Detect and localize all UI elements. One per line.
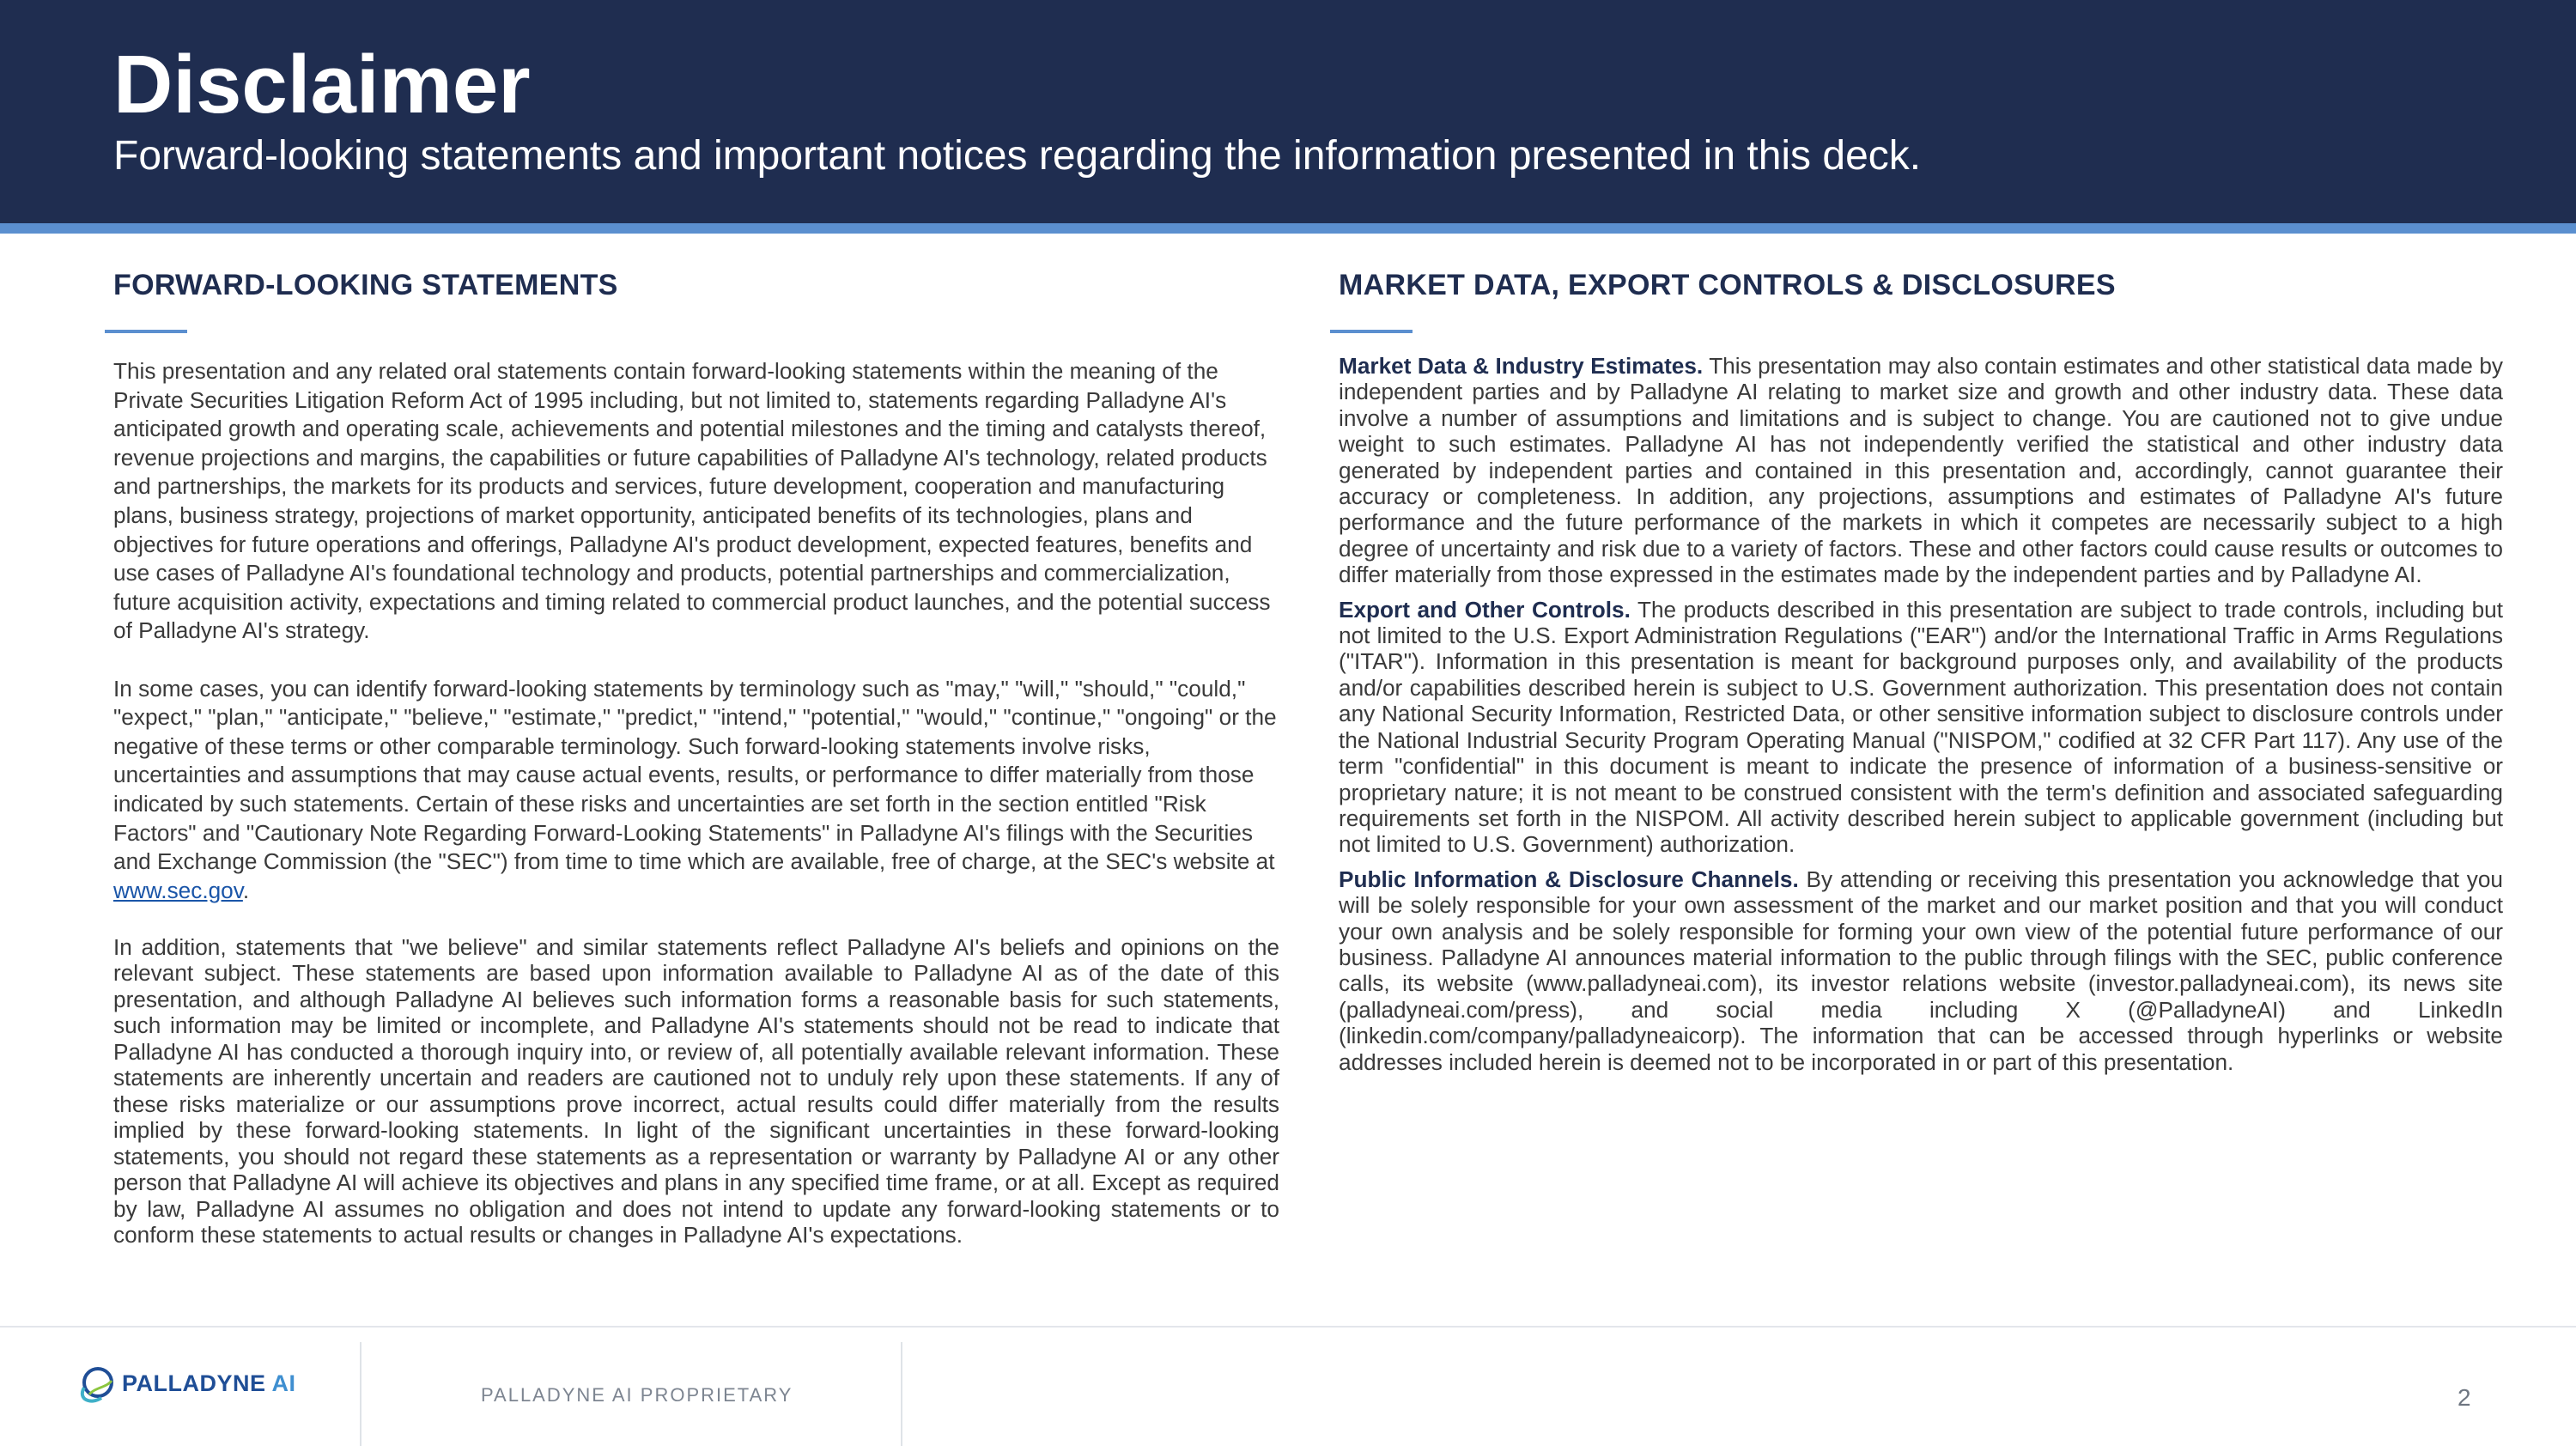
export-controls-label: Export and Other Controls. bbox=[1339, 596, 1631, 623]
header-accent-stripe bbox=[0, 223, 2576, 234]
paragraph-2-end: . bbox=[242, 877, 250, 903]
export-controls-text: The products described in this presentation are subject to trade controls, including but not limited to the U.S. Export Administration Regulations ("EAR") and/or the International Traffic in Arms Regulations ("ITAR"). Information in this presentation is meant for background purposes only, and availability of the products and/or capabilities described herein is subject to U.S. Government authorization. This presentation does not contain any National Security Information, Restricted Data, or other sensitive information subject to disclosure controls under the National Industrial Security Program Operating Manual ("NISPOM," codified at 32 CFR Part 117). Any use of the term "confidential" in this document is meant to indicate the presence of information of a business-sensitive or proprietary nature; it is not meant to be construed consistent with the term's definition and associated safeguarding requirements set forth in the NISPOM. All activity described herein subject to applicable government (including but not limited to U.S. Government) authorization. bbox=[1339, 596, 2503, 858]
market-data-section bbox=[1339, 353, 2503, 588]
export-controls-section bbox=[1339, 597, 2503, 858]
sec-website-link[interactable]: www.sec.gov bbox=[113, 877, 243, 903]
market-data-text: This presentation may also contain estimates and other statistical data made by independent parties and by Palladyne AI relating to market size and growth and other industry data. These data involve a number of assumptions and limitations and is subject to change. You are cautioned not to give undue weight to such estimates. Palladyne AI has not independently verified the statistical and other industry data generated by independent parties and contained in this presentation and, accordingly, cannot guarantee their accuracy or completeness. In addition, any projections, assumptions and estimates of Palladyne AI's future performance and the future performance of the markets in which it competes are necessarily subject to a high degree of uncertainty and risk due to a variety of factors. These and other factors could cause results or outcomes to differ materially from those expressed in the estimates made by the independent parties and by Palladyne AI. bbox=[1339, 353, 2503, 588]
footer-divider bbox=[0, 1326, 2576, 1328]
disclosure-channels-text: By attending or receiving this presentation you acknowledge that you will be solely responsible for your own assessment of the market and our market position and that you will conduct your own analysis and be solely responsible for forming your own view of the potential future performance of our business. Palladyne AI announces material information to the public through filings with the SEC, public conference calls, its website (www.palladyneai.com), its investor relations website (investor.palladyneai.com), its news site (palladyneai.com/press), and social media including X (@PalladyneAI) and LinkedIn (linkedin.com/company/palladyneaicorp). The information that can be accessed through hyperlinks or website addresses included herein is deemed not to be incorporated in or part of this presentation. bbox=[1339, 866, 2503, 1075]
page-title: Disclaimer bbox=[113, 39, 531, 131]
disclosure-channels-label: Public Information & Disclosure Channels. bbox=[1339, 866, 1799, 892]
logo-wordmark bbox=[122, 1370, 296, 1397]
logo-name: PALLADYNE bbox=[122, 1370, 266, 1396]
forward-looking-paragraph-2 bbox=[113, 675, 1279, 906]
logo-suffix: AI bbox=[271, 1370, 296, 1396]
market-data-heading: MARKET DATA, EXPORT CONTROLS & DISCLOSURES bbox=[1339, 269, 2116, 301]
forward-looking-paragraph-3: In addition, statements that "we believe" and similar statements reflect Palladyne AI's beliefs and opinions on the relevant subject. These statements are based upon information available to Palladyne AI as of the date of this presentation, and although Palladyne AI believes such information forms a reasonable basis for such statements, such information may be limited or incomplete, and Palladyne AI's statements should not be read to indicate that Palladyne AI has conducted a thorough inquiry into, or review of, all potentially available relevant information. These statements are inherently uncertain and readers are cautioned not to unduly rely upon these statements. If any of these risks materialize or our assumptions prove incorrect, actual results could differ materially from the results implied by these forward-looking statements. In light of the significant uncertainties in these forward-looking statements, you should not regard these statements as a representation or warranty by Palladyne AI or any other person that Palladyne AI will achieve its objectives and plans in any specified time frame, or at all. Except as required by law, Palladyne AI assumes no obligation and does not intend to update any forward-looking statements or to conform these statements to actual results or changes in Palladyne AI's expectations. bbox=[113, 933, 1279, 1249]
company-logo bbox=[72, 1362, 330, 1410]
footer-separator-right bbox=[901, 1342, 902, 1446]
footer-separator-left bbox=[360, 1342, 361, 1446]
page-number: 2 bbox=[2458, 1384, 2471, 1411]
market-data-label: Market Data & Industry Estimates. bbox=[1339, 353, 1704, 379]
forward-looking-underline bbox=[105, 330, 187, 333]
logo-mark-icon bbox=[72, 1362, 120, 1410]
forward-looking-paragraph-1: This presentation and any related oral statements contain forward-looking statements within the meaning of the Private Securities Litigation Reform Act of 1995 including, but not limited to, statements regarding Palladyne AI's anticipated growth and operating scale, achievements and potential milestones and the timing and catalysts thereof, revenue projections and margins, the capabilities or future capabilities of Palladyne AI's technology, related products and partnerships, the markets for its products and services, future development, cooperation and manufacturing plans, business strategy, projections of market opportunity, anticipated benefits of its technologies, plans and objectives for future operations and offerings, Palladyne AI's product development, expected features, benefits and use cases of Palladyne AI's foundational technology and products, potential partnerships and commercialization, future acquisition activity, expectations and timing related to commercial product launches, and the potential success of Palladyne AI's strategy. bbox=[113, 358, 1271, 644]
market-data-underline bbox=[1330, 330, 1413, 333]
page-subtitle: Forward-looking statements and important notices regarding the information presented in this deck. bbox=[113, 133, 1922, 179]
forward-looking-body bbox=[113, 357, 1279, 1249]
forward-looking-heading: FORWARD-LOOKING STATEMENTS bbox=[113, 269, 618, 301]
disclosure-channels-section bbox=[1339, 866, 2503, 1075]
paragraph-2-text: In some cases, you can identify forward-looking statements by terminology such as "may," "will," "should," "could," "expect," "plan," "anticipate," "believe," "estimate," "predict," "intend," "potential," "would," "continue," "ongoing" or the negative of these terms or other comparable terminology. Such forward-looking statements involve risks, uncertainties and assumptions that may cause actual events, results, or performance to differ materially from those indicated by such statements. Certain of these risks and uncertainties are set forth in the section entitled "Risk Factors" and "Cautionary Note Regarding Forward-Looking Statements" in Palladyne AI's filings with the Securities and Exchange Commission (the "SEC") from time to time which are available, free of charge, at the SEC's website at bbox=[113, 675, 1277, 875]
proprietary-label: PALLADYNE AI PROPRIETARY bbox=[481, 1384, 793, 1406]
market-data-body bbox=[1339, 353, 2503, 1084]
